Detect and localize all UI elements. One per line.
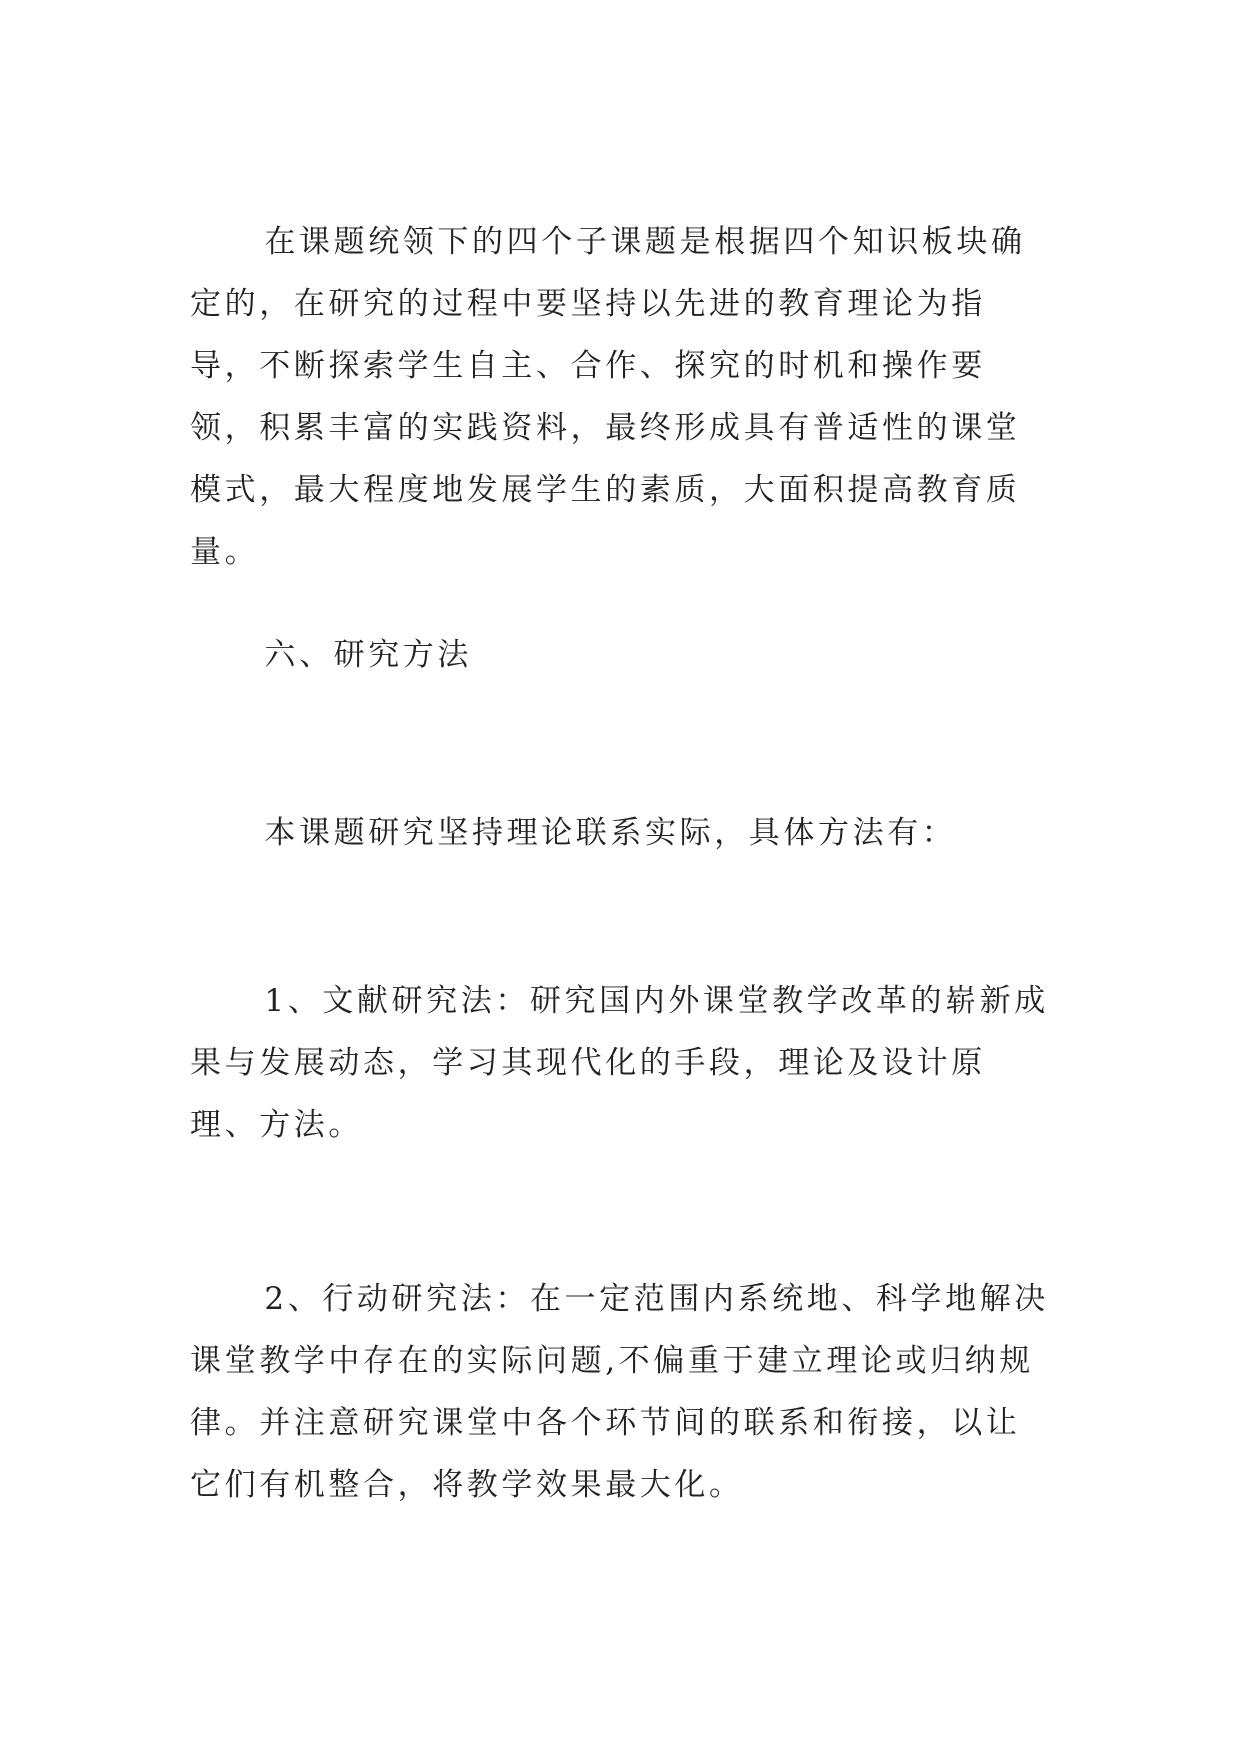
paragraph-sub-topics: 在课题统领下的四个子课题是根据四个知识板块确定的，在研究的过程中要坚持以先进的教育理论为指导，不断探索学生自主、合作、探究的时机和操作要领，积累丰富的实践资料，最终形成具有普适性的课堂模式，最大程度地发展学生的素质，大面积提高教育质量。: [190, 224, 1026, 570]
paragraph-literature-method: 1、文献研究法：研究国内外课堂教学改革的崭新成果与发展动态，学习其现代化的手段，理论及设计原理、方法。: [190, 983, 1049, 1143]
paragraph-action-method: 2、行动研究法：在一定范围内系统地、科学地解决课堂教学中存在的实际问题,不偏重于建立理论或归纳规律。并注意研究课堂中各个环节间的联系和衔接，以让它们有机整合，将教学效果最大化。: [190, 1281, 1049, 1503]
section-heading-research-methods: 六、研究方法: [264, 637, 472, 673]
paragraph-methods-intro: 本课题研究坚持理论联系实际，具体方法有：: [264, 815, 957, 851]
